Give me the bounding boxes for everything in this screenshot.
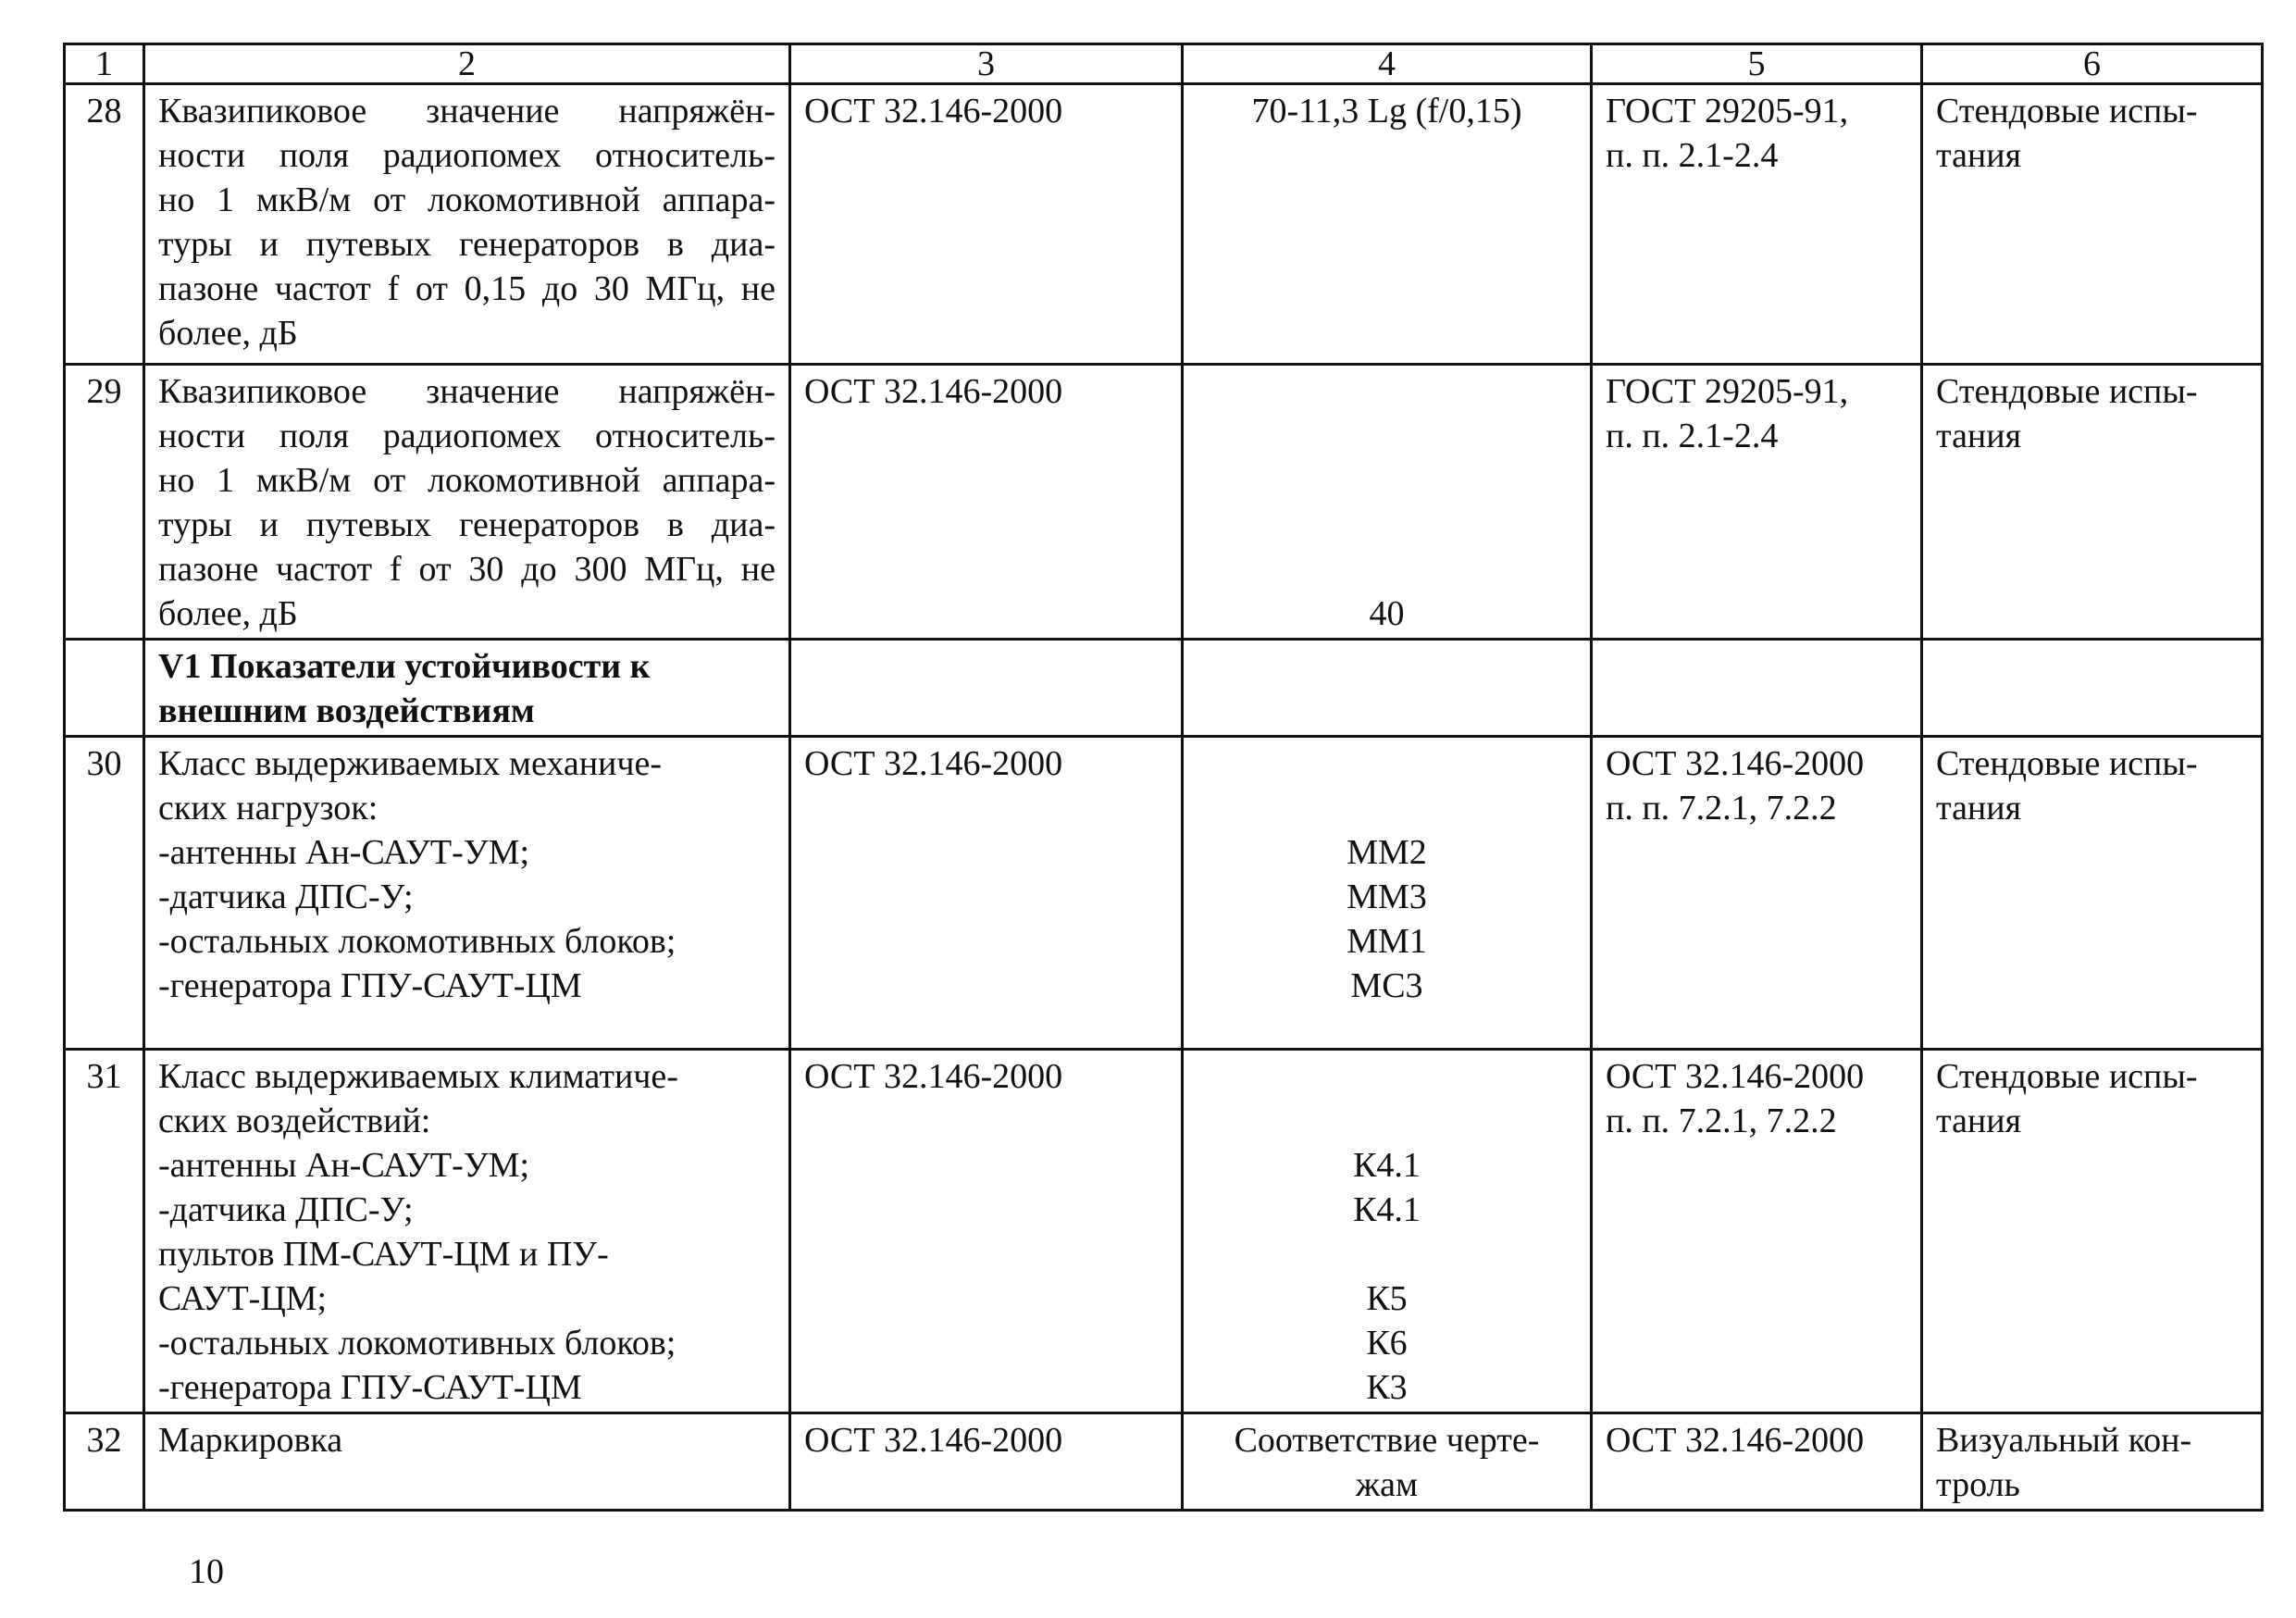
test-line: тания (1936, 417, 2022, 455)
row-number: 28 (65, 84, 144, 365)
desc-line: ских нагрузок: (158, 789, 379, 828)
desc-line: -остальных локомотивных блоков; (158, 922, 676, 961)
required-value (1183, 84, 1592, 365)
test-line: Стендовые испы- (1936, 92, 2198, 131)
table-header-row (65, 44, 2263, 84)
normative-document: ОСТ 32.146-2000 (790, 1050, 1183, 1413)
value-line: К6 (1366, 1324, 1408, 1363)
table-row-31 (65, 1050, 2263, 1413)
desc-line: САУТ-ЦМ; (158, 1279, 328, 1318)
test-line: тания (1936, 136, 2022, 175)
desc-line: пультов ПМ-САУТ-ЦМ и ПУ- (158, 1235, 609, 1274)
desc-line: более, дБ (158, 594, 298, 633)
row-number: 31 (65, 1050, 144, 1413)
value-line: К4.1 (1353, 1190, 1421, 1229)
test-method (1592, 737, 1922, 1050)
row-number: 30 (65, 737, 144, 1050)
desc-line: -генератора ГПУ-САУТ-ЦМ (158, 966, 582, 1005)
method-line: п. п. 7.2.1, 7.2.2 (1606, 1101, 1837, 1140)
method-line: ГОСТ 29205-91, (1606, 92, 1849, 131)
row-number: 29 (65, 365, 144, 640)
test-type (1922, 737, 2263, 1050)
required-value (1183, 737, 1592, 1050)
section-row (65, 640, 2263, 737)
normative-document: ОСТ 32.146-2000 (790, 1413, 1183, 1511)
desc-line: пазоне частот f от 30 до 300 МГц, не (158, 550, 776, 589)
value-line: Соответствие черте- (1234, 1421, 1540, 1460)
value-line: К3 (1366, 1368, 1408, 1407)
desc-line: Квазипиковое значение напряжён- (158, 372, 776, 411)
test-type (1922, 365, 2263, 640)
desc-line: -датчика ДПС-У; (158, 1190, 414, 1229)
test-line: тания (1936, 1101, 2022, 1140)
desc-line: ности поля радиопомех относитель- (158, 417, 776, 455)
method-line: ОСТ 32.146-2000 (1606, 1057, 1865, 1096)
required-value (1183, 1050, 1592, 1413)
method-line: п. п. 2.1-2.4 (1606, 136, 1779, 175)
test-line: Стендовые испы- (1936, 372, 2198, 411)
desc-line: Квазипиковое значение напряжён- (158, 92, 776, 131)
value-line: К4.1 (1353, 1146, 1421, 1185)
value-line: жам (1355, 1465, 1419, 1504)
desc-line: -датчика ДПС-У; (158, 877, 414, 916)
col-header-4: 4 (1183, 44, 1592, 84)
parameter-description (144, 1050, 790, 1413)
desc-line: ских воздействий: (158, 1101, 431, 1140)
desc-line: более, дБ (158, 314, 298, 353)
parameter-description (144, 737, 790, 1050)
empty-cell (1922, 640, 2263, 737)
required-value (1183, 365, 1592, 640)
parameter-description (144, 84, 790, 365)
table-row-30 (65, 737, 2263, 1050)
value-line: ММ2 (1347, 833, 1427, 872)
empty-cell (1183, 640, 1592, 737)
value-line: ММ1 (1347, 922, 1427, 961)
desc-line: Маркировка (158, 1421, 343, 1460)
table-row-28 (65, 84, 2263, 365)
col-header-6: 6 (1922, 44, 2263, 84)
desc-line: -антенны Ан-САУТ-УМ; (158, 833, 530, 872)
method-line: п. п. 2.1-2.4 (1606, 417, 1779, 455)
desc-line: Класс выдерживаемых механиче- (158, 744, 663, 783)
table-row-29 (65, 365, 2263, 640)
test-line: Стендовые испы- (1936, 1057, 2198, 1096)
required-value (1183, 1413, 1592, 1511)
test-line: Визуальный кон- (1936, 1421, 2192, 1460)
section-title-line: внешним воздействиям (158, 691, 535, 730)
method-line: ОСТ 32.146-2000 (1606, 1421, 1865, 1460)
section-title (144, 640, 790, 737)
desc-line: пазоне частот f от 0,15 до 30 МГц, не (158, 269, 776, 308)
desc-line: -антенны Ан-САУТ-УМ; (158, 1146, 530, 1185)
normative-document: ОСТ 32.146-2000 (790, 84, 1183, 365)
col-header-5: 5 (1592, 44, 1922, 84)
test-line: Стендовые испы- (1936, 744, 2198, 783)
test-line: троль (1936, 1465, 2020, 1504)
col-header-2: 2 (144, 44, 790, 84)
test-method (1592, 84, 1922, 365)
desc-line: ности поля радиопомех относитель- (158, 136, 776, 175)
value-line: ММ3 (1347, 877, 1427, 916)
test-type (1922, 84, 2263, 365)
test-method (1592, 365, 1922, 640)
parameter-description (144, 365, 790, 640)
requirements-table (63, 43, 2264, 1512)
normative-document: ОСТ 32.146-2000 (790, 737, 1183, 1050)
desc-line: туры и путевых генераторов в диа- (158, 505, 776, 544)
empty-cell (1592, 640, 1922, 737)
value-line: МС3 (1350, 966, 1423, 1005)
table-row-32 (65, 1413, 2263, 1511)
desc-line: -генератора ГПУ-САУТ-ЦМ (158, 1368, 582, 1407)
test-method (1592, 1413, 1922, 1511)
value-line: К5 (1366, 1279, 1408, 1318)
test-method (1592, 1050, 1922, 1413)
method-line: ГОСТ 29205-91, (1606, 372, 1849, 411)
normative-document: ОСТ 32.146-2000 (790, 365, 1183, 640)
test-line: тания (1936, 789, 2022, 828)
section-title-line: V1 Показатели устойчивости к (158, 647, 651, 686)
col-header-1: 1 (65, 44, 144, 84)
row-number: 32 (65, 1413, 144, 1511)
method-line: ОСТ 32.146-2000 (1606, 744, 1865, 783)
desc-line: Класс выдерживаемых климатиче- (158, 1057, 678, 1096)
desc-line: туры и путевых генераторов в диа- (158, 225, 776, 264)
parameter-description (144, 1413, 790, 1511)
empty-cell (790, 640, 1183, 737)
desc-line: но 1 мкВ/м от локомотивной аппара- (158, 180, 776, 219)
value-line: 40 (1369, 594, 1405, 633)
test-type (1922, 1413, 2263, 1511)
col-header-3: 3 (790, 44, 1183, 84)
value-line: 70-11,3 Lg (f/0,15) (1251, 92, 1522, 131)
test-type (1922, 1050, 2263, 1413)
page-number: 10 (189, 1552, 224, 1591)
method-line: п. п. 7.2.1, 7.2.2 (1606, 789, 1837, 828)
desc-line: -остальных локомотивных блоков; (158, 1324, 676, 1363)
desc-line: но 1 мкВ/м от локомотивной аппара- (158, 461, 776, 500)
section-number-cell (65, 640, 144, 737)
